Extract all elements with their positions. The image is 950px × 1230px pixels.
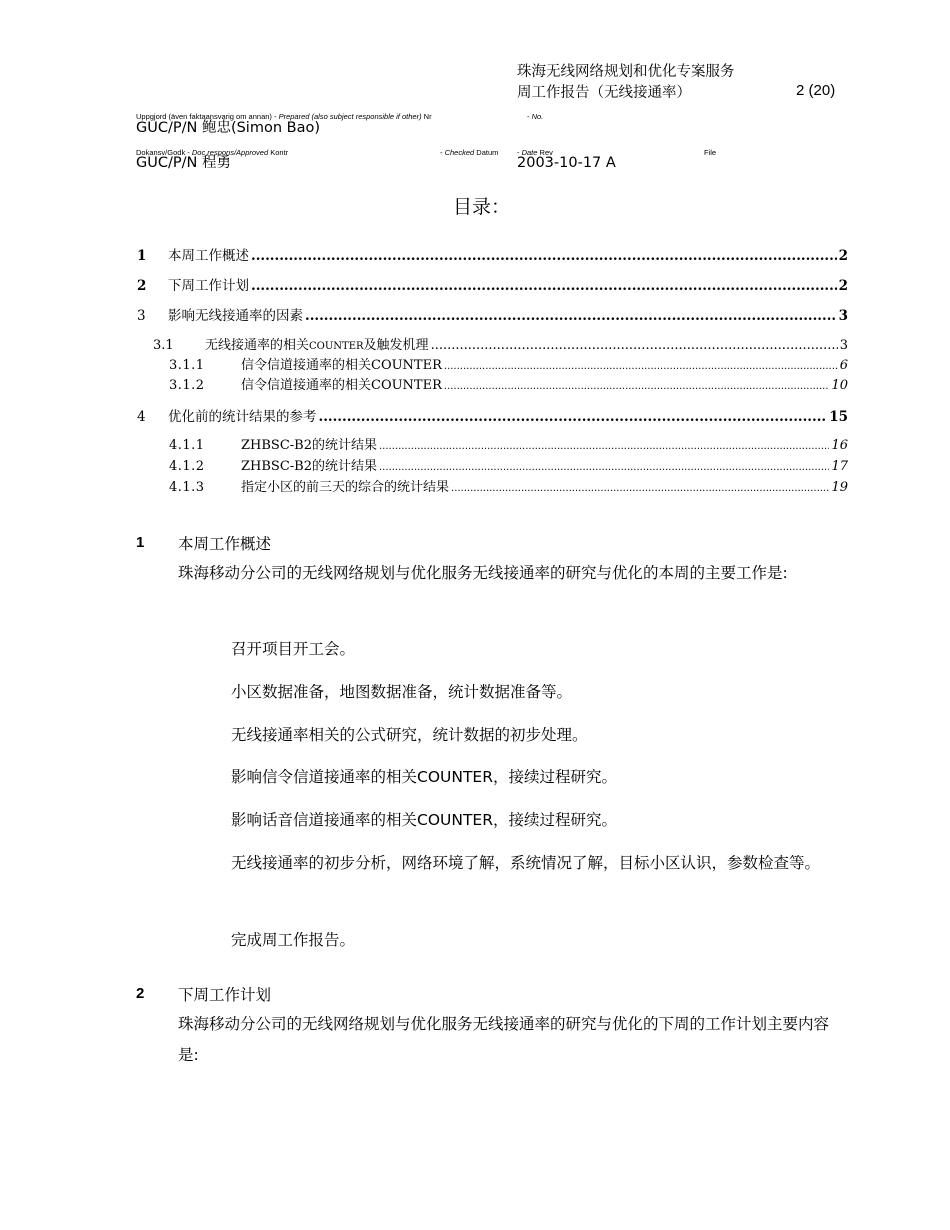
toc-leader: [379, 441, 829, 452]
date-label: - Date Rev: [517, 148, 553, 157]
toc-entry-label: 指定小区的前三天的综合的统计结果: [241, 480, 450, 495]
toc-entry-label: ZHBSC-B2的统计结果: [241, 438, 377, 453]
approved-label: Dokansv/Godk - Doc respons/Approved Kontr: [136, 148, 289, 157]
toc-leader: [431, 338, 838, 353]
toc-entry-page: 2: [838, 248, 848, 264]
list-item: 无线接通率的初步分析，网络环境了解，系统情况了解，目标小区认识，参数检查等。: [231, 854, 821, 872]
toc-entry[interactable]: [137, 304, 848, 324]
toc-entry-page: 6: [839, 358, 848, 373]
toc-entry-number: 3.1.2: [169, 378, 205, 393]
toc-entry-page: 10: [831, 378, 848, 393]
toc-leader: [379, 462, 829, 473]
checked-label: - Checked Datum: [440, 148, 499, 157]
toc-entry-page: 17: [831, 459, 848, 474]
toc-entry-page: 2: [838, 278, 848, 294]
toc-entry-number: 3.1.1: [169, 358, 205, 373]
toc-entry-label: 本周工作概述: [168, 248, 249, 264]
toc-entry-number: 4.1.3: [169, 480, 205, 495]
date-value: 2003-10-17 A: [517, 155, 616, 171]
toc-entry-number: 4: [137, 409, 146, 425]
toc-entry-page: 15: [829, 409, 848, 425]
toc-leader: [251, 248, 837, 264]
toc-leader: [251, 278, 837, 294]
toc-entry-number: 3: [137, 308, 146, 324]
toc-entry-page: 19: [831, 480, 848, 495]
toc-entry-label: 下周工作计划: [168, 278, 249, 294]
toc-leader: [444, 381, 830, 392]
section-1-heading: 本周工作概述: [178, 535, 272, 553]
toc-entry[interactable]: [169, 354, 848, 373]
toc-entry[interactable]: [169, 476, 848, 495]
page-number: 2 (20): [796, 82, 836, 99]
toc-entry-number: 4.1.2: [169, 459, 205, 474]
header-title-line2: 周工作报告（无线接通率）: [517, 85, 691, 101]
section-2-number: 2: [136, 985, 145, 1002]
prepared-label: Uppgjord (även faktaansvarig om annan) - Prepared (also subject responsible if other) Nr: [136, 112, 432, 121]
toc-entry[interactable]: [137, 244, 848, 264]
list-item: 小区数据准备，地图数据准备，统计数据准备等。: [231, 683, 573, 701]
toc-entry-page: 3: [839, 338, 848, 353]
toc-entry[interactable]: [137, 405, 848, 425]
header-title-line1: 珠海无线网络规划和优化专案服务: [517, 64, 735, 80]
toc-leader: [444, 361, 838, 372]
section-1-number: 1: [136, 534, 145, 551]
approved-value: GUC/P/N 程勇: [136, 155, 231, 171]
no-label: - No.: [527, 112, 544, 121]
toc-entry[interactable]: [169, 374, 848, 393]
toc-entry-page: 16: [831, 438, 848, 453]
toc-entry-label: ZHBSC-B2的统计结果: [241, 459, 377, 474]
toc-entry[interactable]: [169, 455, 848, 474]
list-item: 影响信令信道接通率的相关COUNTER，接续过程研究。: [231, 768, 617, 786]
toc-leader: [305, 308, 837, 324]
doc-title: 目录：: [453, 196, 511, 218]
section-1-intro: 珠海移动分公司的无线网络规划与优化服务无线接通率的研究与优化的本周的主要工作是:: [178, 564, 788, 582]
toc-entry[interactable]: [153, 334, 848, 353]
toc-entry-label: 影响无线接通率的因素: [168, 308, 303, 324]
toc-entry-page: 3: [838, 308, 848, 324]
toc-entry-label: 信令信道接通率的相关COUNTER: [241, 378, 442, 393]
prepared-value: GUC/P/N 鲍忠(Simon Bao): [136, 120, 320, 136]
toc-entry-number: 4.1.1: [169, 438, 205, 453]
toc-entry-label: 信令信道接通率的相关COUNTER: [241, 358, 442, 373]
file-label: File: [704, 148, 717, 157]
section-2-heading: 下周工作计划: [178, 986, 272, 1004]
toc-entry-label: 无线接通率的相关COUNTER及触发机理: [205, 338, 429, 353]
toc-entry-number: 3.1: [153, 338, 174, 353]
toc-entry-number: 1: [137, 248, 147, 264]
toc-entry-label: 优化前的统计结果的参考: [168, 409, 317, 425]
list-item: 完成周工作报告。: [231, 931, 356, 949]
list-item: 召开项目开工会。: [231, 640, 356, 658]
list-item: 影响话音信道接通率的相关COUNTER，接续过程研究。: [231, 811, 617, 829]
toc-entry-number: 2: [137, 278, 147, 294]
list-item: 无线接通率相关的公式研究，统计数据的初步处理。: [231, 726, 588, 744]
toc-entry[interactable]: [137, 274, 848, 294]
section-2-intro: 珠海移动分公司的无线网络规划与优化服务无线接通率的研究与优化的下周的工作计划主要内容是:: [178, 1015, 830, 1064]
toc-leader: [451, 483, 829, 494]
toc-entry[interactable]: [169, 434, 848, 453]
toc-leader: [319, 409, 828, 425]
